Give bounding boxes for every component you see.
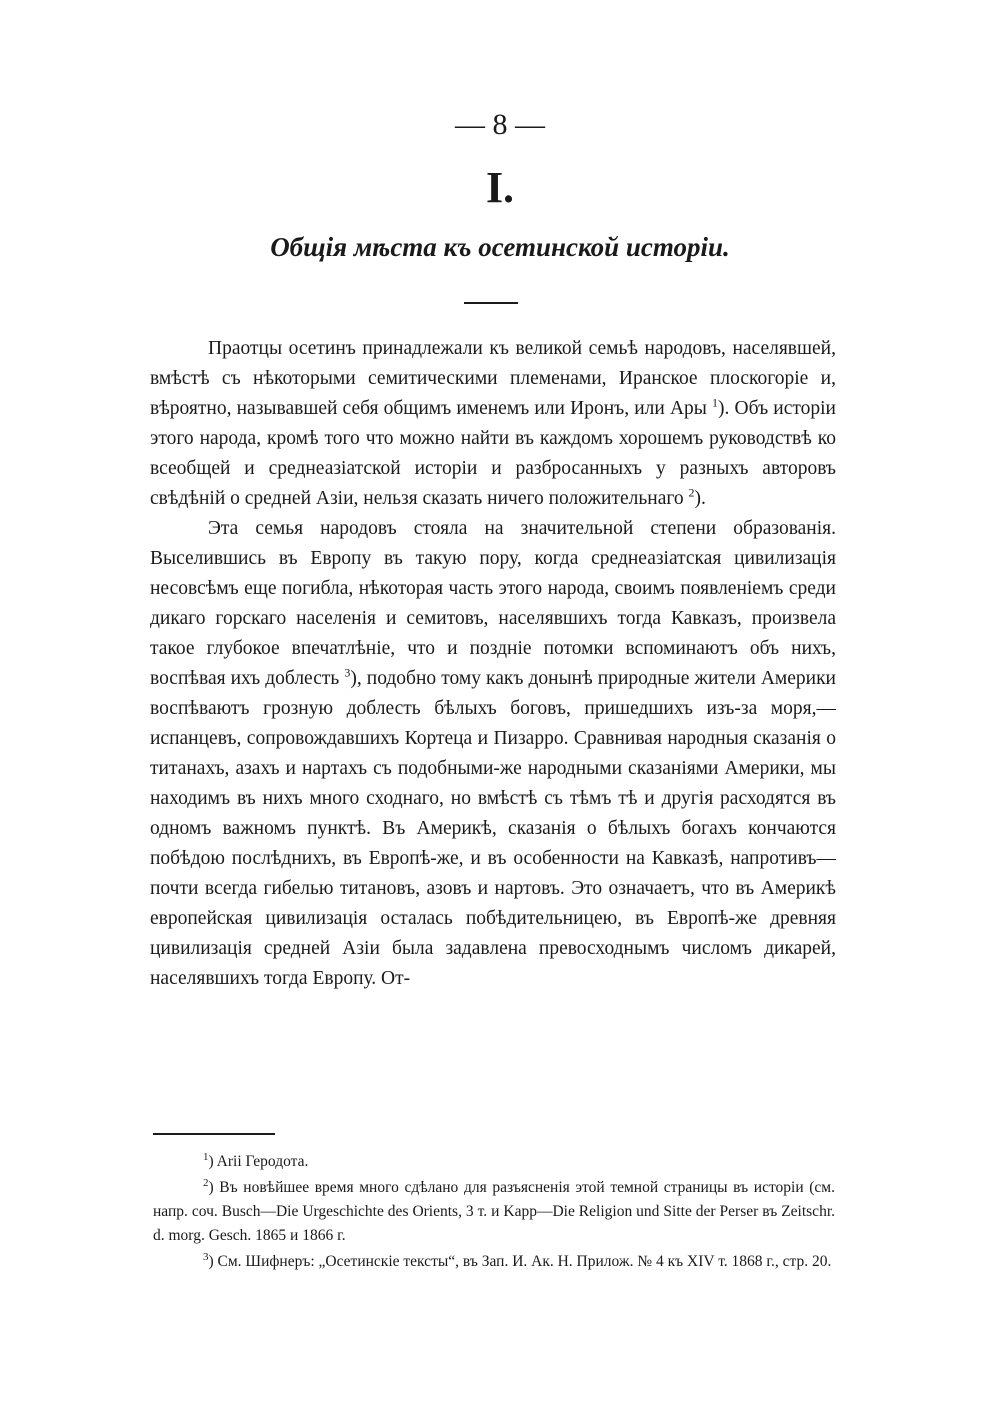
paragraph-text: Эта семья народовъ стояла на значительной степени образованія. Выселившись въ Европу въ такую пору, когда среднеазіатская цивилизація несовсѣмъ еще погибла, нѣкоторая часть этого народа, своимъ появленіемъ среди дикаго горскаго населенія и семитовъ, населявшихъ тогда Кавказъ, произвела такое глубокое впечатлѣніе, что и поздніе потомки вспоминаютъ объ нихъ, воспѣвая ихъ доблесть bbox=[150, 518, 836, 689]
paragraph-text: ). Объ исторіи этого народа, кромѣ того что можно найти въ каждомъ хорошемъ руководствѣ ко всеобщей и среднеазіатской исторіи и разбросанныхъ у разныхъ авторовъ свѣдѣній о средней Азіи, нельзя сказать ничего положительнаго bbox=[150, 398, 836, 509]
footnote-text: ) Въ новѣйшее время много сдѣлано для разъясненія этой темной страницы въ исторіи (см. напр. соч. Busch—Die Urgeschichte des Orients, 3 т. и Kapp—Die Religion und Sitte der Perser въ Zeitschr. d. morg. Gesch. 1865 и 1866 г. bbox=[153, 1179, 835, 1244]
footnote-1 bbox=[153, 1150, 835, 1174]
footnote-divider bbox=[153, 1133, 275, 1135]
paragraph-1 bbox=[150, 334, 836, 514]
chapter-title: Общія мѣста къ осетинской исторіи. bbox=[270, 232, 730, 262]
footnote-2 bbox=[153, 1176, 835, 1248]
footnote-ref: 1 bbox=[712, 395, 719, 410]
footnote-ref: 2 bbox=[688, 485, 695, 500]
footnote-text: ) Arii Геродота. bbox=[208, 1153, 309, 1170]
paragraph-text: ), подобно тому какъ донынѣ природные жители Америки воспѣваютъ грозную доблесть бѣлыхъ боговъ, пришедшихъ изъ-за моря,—испанцевъ, сопровождавшихъ Кортеца и Пизарро. Сравнивая народныя сказанія о титанахъ, азахъ и нартахъ съ подобными-же народными сказаніями Америки, мы находимъ въ нихъ много сходнаго, но вмѣстѣ съ тѣмъ тѣ и другія расходятся въ одномъ важномъ пунктѣ. Въ Америкѣ, сказанія о бѣлыхъ богахъ кончаются побѣдою послѣднихъ, въ Европѣ-же, и въ особенности на Кавказѣ, напротивъ—почти всегда гибелью титановъ, азовъ и нартовъ. Это означаетъ, что въ Америкѣ европейская цивилизація осталась побѣдительницею, въ Европѣ-же древняя цивилизація средней Азіи была задавлена превосходнымъ числомъ дикарей, населявшихъ тогда Европу. От- bbox=[150, 668, 836, 989]
footnotes bbox=[153, 1150, 835, 1274]
footnote-mark: 1 bbox=[203, 1150, 209, 1163]
paragraph-2 bbox=[150, 514, 836, 994]
footnote-ref: 3 bbox=[344, 665, 351, 680]
title-divider bbox=[464, 302, 518, 304]
page-number: — 8 — bbox=[455, 108, 545, 141]
footnote-3 bbox=[153, 1250, 835, 1274]
chapter-numeral: I. bbox=[485, 163, 515, 212]
paragraph-text: Праотцы осетинъ принадлежали къ великой семьѣ народовъ, населявшей, вмѣстѣ съ нѣкоторыми семитическими племенами, Иранское плоскогоріе и, вѣроятно, называвшей себя общимъ именемъ или Иронъ, или Ары bbox=[150, 338, 836, 419]
footnote-text: ) См. Шифнеръ: „Осетинскіе тексты“, въ Зап. И. Ак. Н. Прилож. № 4 къ XIV т. 1868 г., стр. 20. bbox=[208, 1253, 832, 1270]
footnote-mark: 2 bbox=[203, 1176, 209, 1189]
paragraph-text: ). bbox=[694, 488, 706, 509]
body-text bbox=[150, 334, 836, 994]
footnote-mark: 3 bbox=[203, 1250, 209, 1263]
